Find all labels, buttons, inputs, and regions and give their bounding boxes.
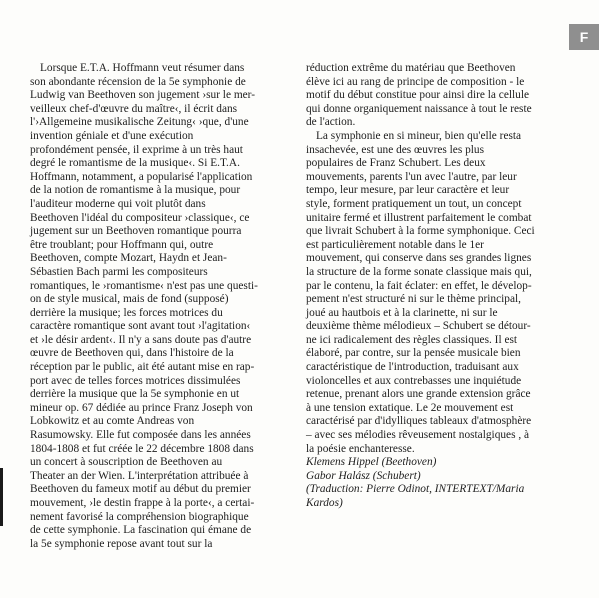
text-line: caractère romantique sont avant tout ›l'agitation‹: [30, 320, 251, 333]
text-line: populaires de Franz Schubert. Les deux: [306, 157, 486, 170]
text-line: Ludwig van Beethoven son jugement ›sur le mer-: [30, 89, 256, 102]
text-line: profondément pensée, il exprime à un très haut: [30, 143, 243, 156]
text-line: violoncelles et aux contrebasses une inquiétude: [306, 374, 522, 387]
text-line: Beethoven l'idéal du compositeur ›classique‹, ce: [30, 211, 250, 224]
text-line: à une tension extatique. Le 2e mouvement est: [306, 401, 514, 414]
text-line: réception par le public, ait été autant mise en rap-: [30, 361, 255, 374]
left-text-column: [30, 62, 280, 551]
text-line: qui donne organiquement naissance à tout le reste: [306, 102, 532, 115]
text-line: Theater an der Wien. L'interprétation attribuée à: [30, 469, 249, 482]
author-credit-line: Kardos): [306, 497, 343, 509]
text-line: pement n'est structuré ni sur le thème principal,: [306, 293, 521, 306]
text-line: Lorsque E.T.A. Hoffmann veut résumer dans: [40, 62, 245, 74]
text-line: caractéristique de l'introduction, traduisant aux: [306, 361, 519, 374]
text-line: mouvement, qui conserve dans ses grandes lignes: [306, 252, 532, 265]
text-line: élaboré, par contre, sur la pensée musicale bien: [306, 347, 521, 360]
text-line: élève ici au rang de principe de composition - le: [306, 75, 525, 88]
text-line: œuvre de Beethoven qui, dans l'histoire de la: [30, 347, 234, 360]
author-credit-line: Klemens Hippel (Beethoven): [306, 456, 437, 469]
text-line: mouvement, ›le destin frappe à la porte‹, a certai-: [30, 497, 255, 509]
text-line: son abondante récension de la 5e symphonie de: [30, 75, 246, 88]
text-line: retenue, prenant alors une grande extension grâce: [306, 388, 531, 401]
text-line: deuxième thème mélodieux – Schubert se détour-: [306, 320, 531, 333]
text-line: Hoffmann, notamment, a popularisé l'application: [30, 170, 253, 183]
author-credit-line: Gabor Halász (Schubert): [306, 469, 421, 482]
text-line: jugement sur un Beethoven romantique pourra: [30, 225, 242, 238]
text-line: port avec de telles forces motrices dissimulées: [30, 374, 241, 387]
text-line: style, forment pratiquement un tout, un concept: [306, 197, 522, 210]
text-line: Lobkowitz et au comte Andreas von: [30, 415, 195, 428]
text-line: veilleux chef-d'œuvre du maître‹, il écrit dans: [30, 102, 238, 115]
text-line: derrière la musique; les forces motrices du: [30, 306, 223, 319]
text-line: nement favorisé la compréhension biographique: [30, 510, 249, 523]
text-line: mineur op. 67 dédiée au prince Franz Joseph von: [30, 401, 253, 414]
language-letter: F: [579, 29, 589, 45]
language-tab-badge: [569, 24, 599, 50]
text-line: caractérisé par d'idylliques tableaux d'atmosphère: [306, 415, 532, 428]
text-line: être troublant; pour Hoffmann qui, outre: [30, 238, 214, 251]
text-line: tempo, leur mesure, par leur caractère et leur: [306, 184, 510, 197]
text-line: réduction extrême du matériau que Beethoven: [306, 62, 516, 74]
text-line: invention géniale et d'une exécution: [30, 129, 194, 142]
text-line: 1804-1808 et fut créée le 22 décembre 1808 dans: [30, 442, 254, 455]
text-line: La symphonie en si mineur, bien qu'elle resta: [316, 129, 522, 142]
text-line: motif du début constitue pour ainsi dire la cellule: [306, 89, 530, 102]
text-line: un concert à souscription de Beethoven au: [30, 456, 223, 469]
text-line: joué au hautbois et à la clarinette, ni sur le: [306, 306, 498, 319]
text-line: degré le romantisme de la musique‹. Si E.T.A.: [30, 157, 240, 170]
text-line: que livrait Schubert à la forme symphonique. Ceci: [306, 225, 535, 238]
text-line: Rasumowsky. Elle fut composée dans les années: [30, 429, 251, 442]
text-line: de la notion de romantisme à la musique, pour: [30, 184, 241, 197]
text-line: la 5e symphonie repose avant tout sur la: [30, 537, 213, 550]
text-line: romantiques, le ›romantisme‹ n'est pas une questi-: [30, 279, 258, 292]
text-line: Beethoven, compte Mozart, Haydn et Jean-: [30, 252, 227, 265]
text-line: mouvements, parents l'un avec l'autre, par leur: [306, 170, 517, 183]
text-line: par le contenu, la fait éclater: en effet, le dévelop-: [306, 279, 532, 292]
text-line: on de style musical, mais de fond (supposé): [30, 293, 229, 306]
text-line: de l'action.: [306, 116, 356, 129]
right-text-column: [306, 62, 568, 511]
text-line: l'auditeur moderne qui voit plutôt dans: [30, 197, 206, 210]
text-line: ne ici radicalement des règles classiques. Il est: [306, 333, 518, 346]
text-line: la poésie enchanteresse.: [306, 442, 415, 455]
text-line: l'›Allgemeine musikalische Zeitung‹ ›que, d'une: [30, 116, 249, 129]
author-credit-line: (Traduction: Pierre Odinot, INTERTEXT/Maria: [306, 483, 525, 496]
page-edge-mark: [0, 468, 3, 526]
text-line: insachevée, est une des œuvres les plus: [306, 143, 484, 156]
text-line: – avec ses mélodies rêveusement nostalgiques , à: [306, 429, 530, 442]
text-line: de cette symphonie. La fascination qui émane de: [30, 524, 252, 537]
text-line: Sébastien Bach parmi les compositeurs: [30, 265, 208, 278]
text-line: derrière la musique que la 5e symphonie en ut: [30, 388, 240, 401]
text-line: la structure de la forme sonate classique mais qui,: [306, 265, 532, 278]
text-line: et ›le désir ardent‹. Il n'y a sans doute pas d'autre: [30, 333, 252, 346]
text-line: est particulièrement notable dans le 1er: [306, 238, 484, 251]
text-line: unitaire fermé et illustrent parfaitement le combat: [306, 211, 532, 224]
text-line: Beethoven du fameux motif au début du premier: [30, 483, 251, 496]
